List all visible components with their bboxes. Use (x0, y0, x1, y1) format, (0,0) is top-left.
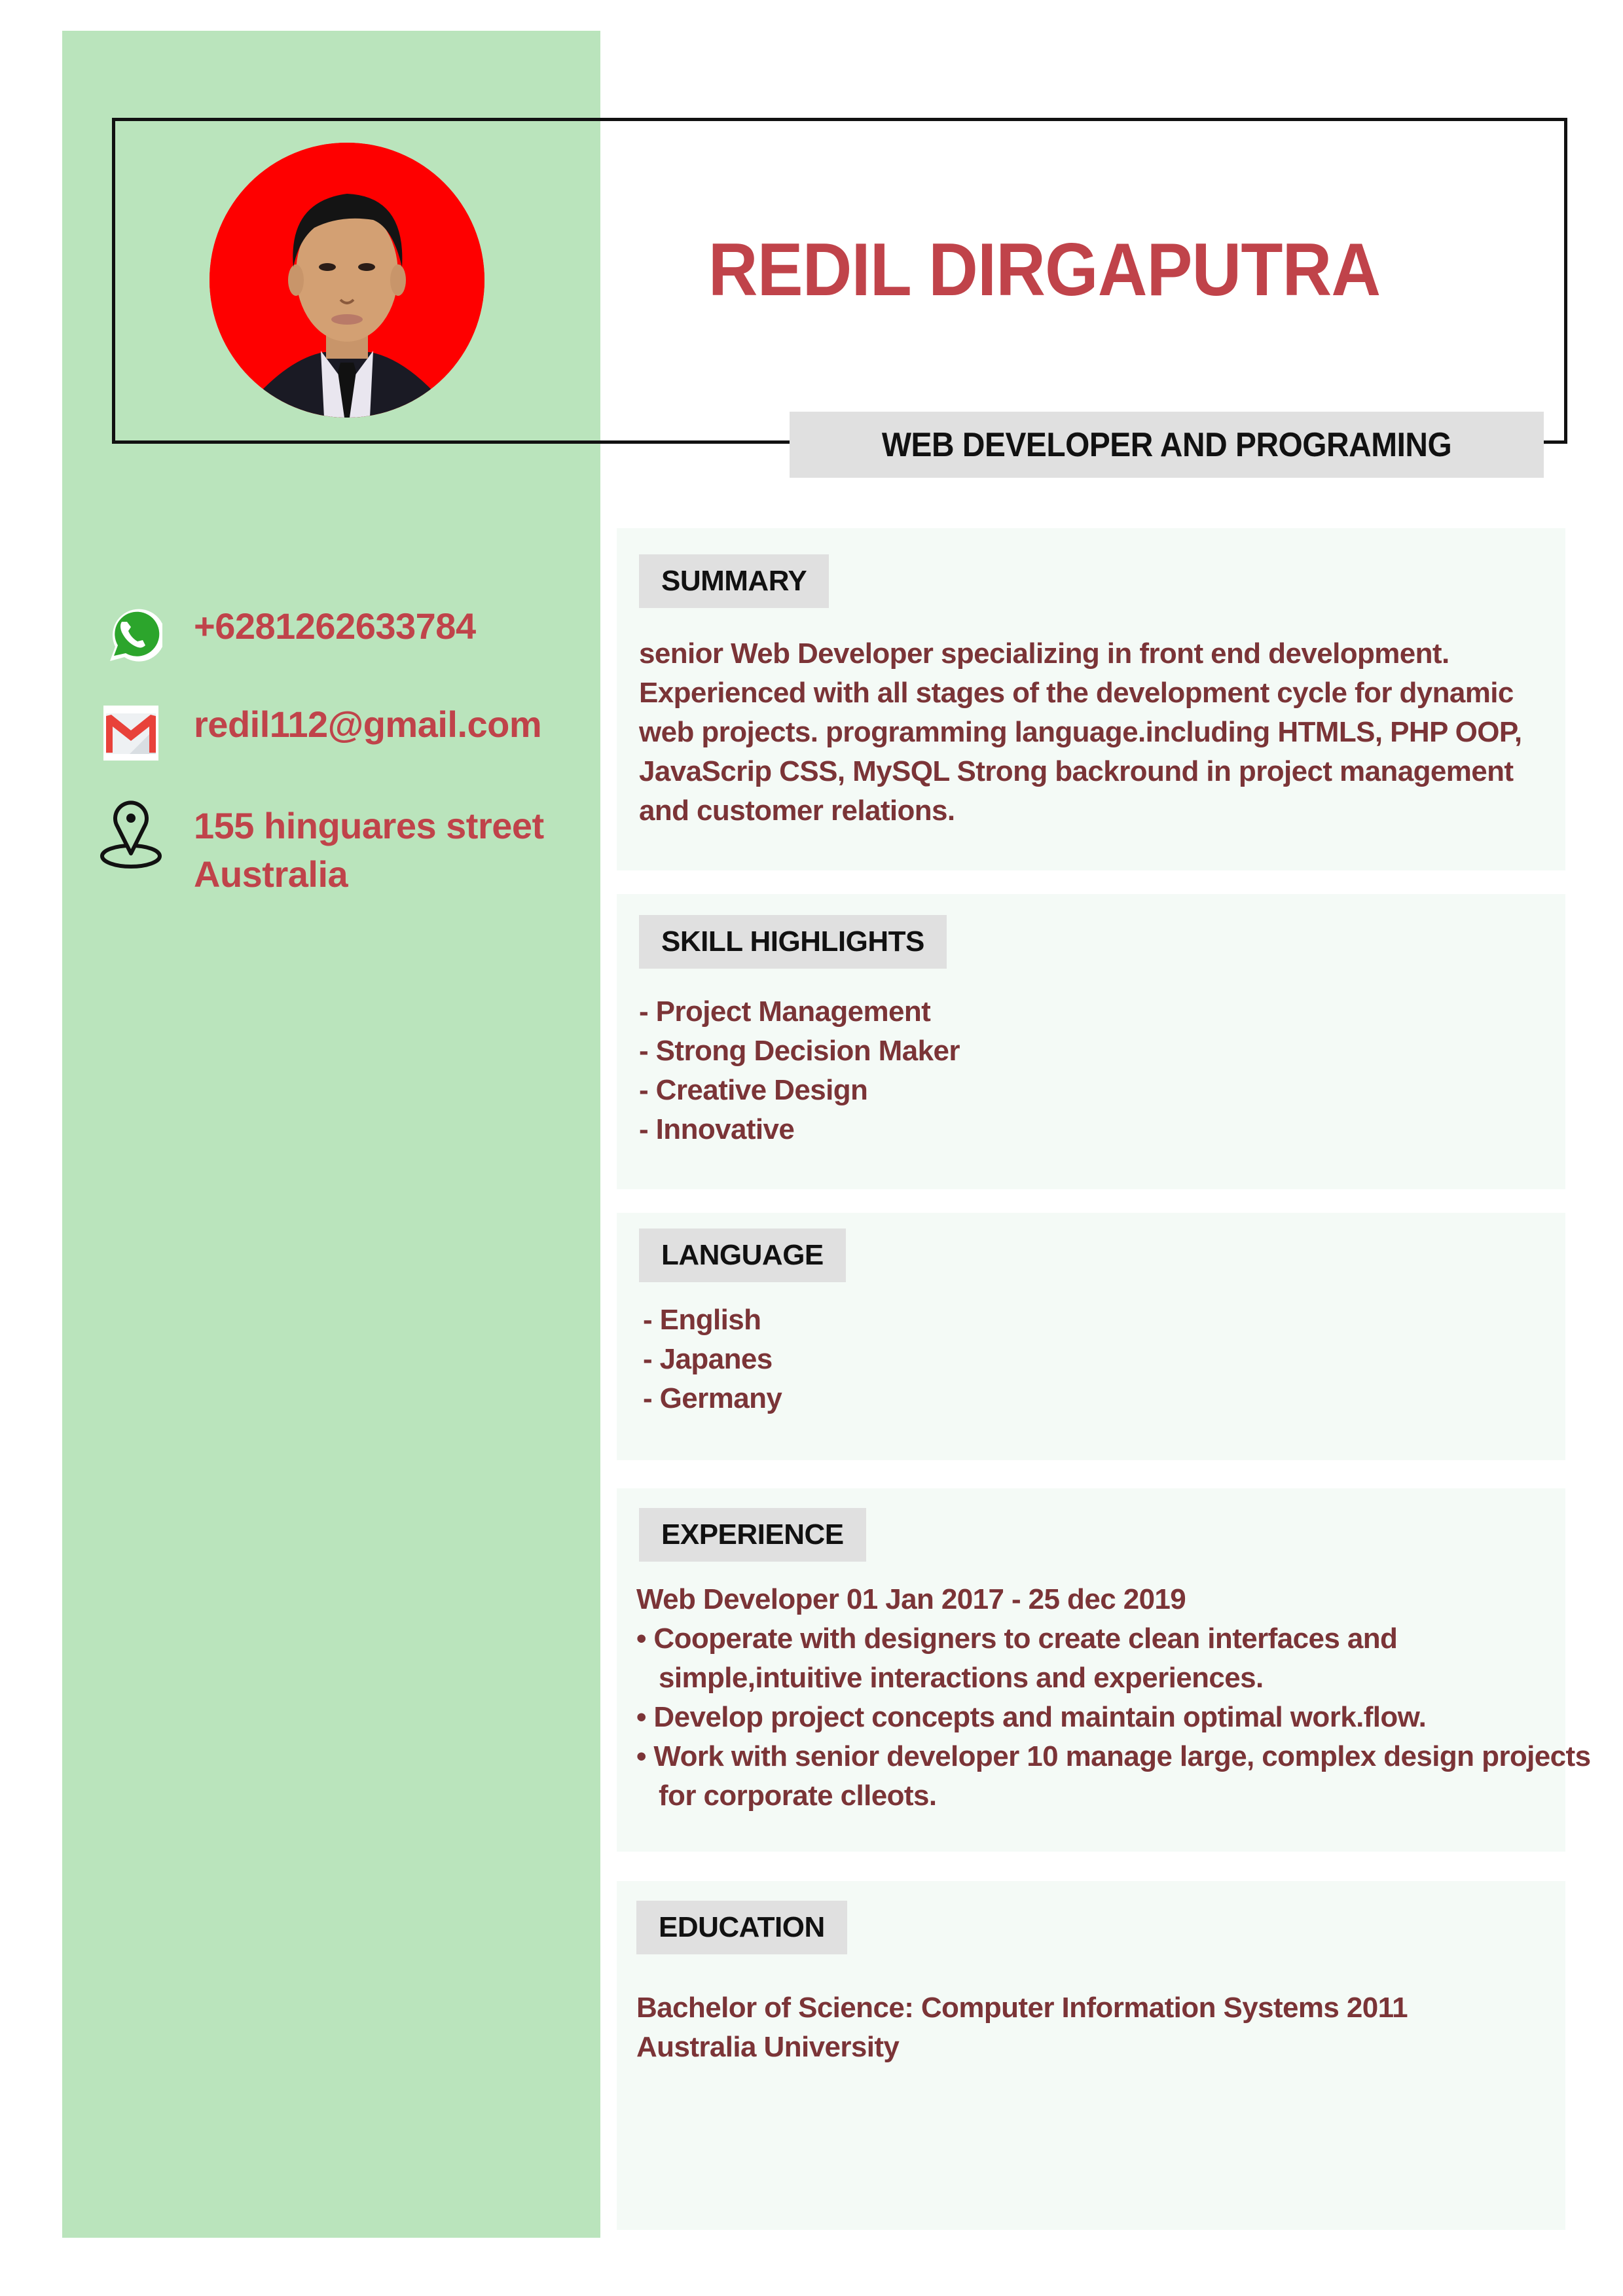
skill-item: - Innovative (639, 1113, 795, 1145)
role-title: WEB DEVELOPER AND PROGRAMING (881, 425, 1452, 464)
skill-item: - Project Management (639, 996, 931, 1028)
summary-line: JavaScrip CSS, MySQL Strong backround in project management (639, 755, 1514, 787)
bullet-text: • Work with senior developer 10 manage large, complex design projects (636, 1740, 1591, 1772)
contact-address (98, 802, 583, 899)
language-heading: LANGUAGE (639, 1229, 846, 1282)
summary-heading: SUMMARY (639, 554, 829, 608)
bullet-continuation: for corporate clleots. (659, 1780, 937, 1812)
language-item: - Germany (643, 1382, 782, 1414)
language-list (643, 1300, 1546, 1418)
address-line-1: 155 hinguares street (194, 805, 544, 846)
role-banner (790, 412, 1544, 478)
job-title-dates: Web Developer 01 Jan 2017 - 25 dec 2019 (636, 1583, 1186, 1615)
skill-item: - Strong Decision Maker (639, 1035, 960, 1067)
bullet-text: • Develop project concepts and maintain optimal work.flow. (636, 1701, 1427, 1733)
summary-section (617, 528, 1565, 870)
degree: Bachelor of Science: Computer Information Systems 2011 (636, 1992, 1408, 2024)
summary-line: Experienced with all stages of the development cycle for dynamic (639, 677, 1514, 709)
bullet-continuation: simple,intuitive interactions and experiences. (659, 1662, 1264, 1694)
experience-details (636, 1580, 1590, 1816)
email-address: redil112@gmail.com (194, 704, 542, 745)
language-item: - Japanes (643, 1343, 773, 1375)
profile-photo (210, 143, 484, 418)
skills-list (639, 992, 1546, 1149)
summary-text (639, 634, 1546, 831)
address (194, 802, 544, 899)
skills-section (617, 894, 1565, 1189)
experience-section (617, 1488, 1591, 1852)
phone-number: +6281262633784 (194, 605, 476, 647)
university: Australia University (636, 2031, 900, 2063)
experience-bullet (636, 1698, 1590, 1737)
bullet-text: • Cooperate with designers to create clean interfaces and (636, 1623, 1398, 1655)
summary-line: web projects. programming language.including HTMLS, PHP OOP, (639, 716, 1522, 748)
education-section (617, 1881, 1565, 2230)
contact-email[interactable] (98, 700, 583, 766)
skill-item: - Creative Design (639, 1074, 868, 1106)
whatsapp-icon (98, 602, 164, 668)
skills-heading: SKILL HIGHLIGHTS (639, 915, 947, 969)
candidate-name: REDIL DIRGAPUTRA (708, 228, 1381, 312)
summary-line: and customer relations. (639, 795, 955, 827)
location-pin-icon (98, 802, 164, 867)
experience-bullet (636, 1619, 1590, 1698)
language-section (617, 1213, 1565, 1460)
portrait-illustration (210, 143, 484, 418)
contact-phone[interactable] (98, 602, 583, 668)
gmail-icon (98, 700, 164, 766)
language-item: - English (643, 1304, 761, 1336)
experience-bullet (636, 1737, 1590, 1816)
education-heading: EDUCATION (636, 1901, 847, 1954)
experience-heading: EXPERIENCE (639, 1508, 866, 1562)
summary-line: senior Web Developer specializing in front end development. (639, 637, 1450, 670)
address-line-2: Australia (194, 853, 348, 895)
education-details (636, 1988, 1546, 2067)
